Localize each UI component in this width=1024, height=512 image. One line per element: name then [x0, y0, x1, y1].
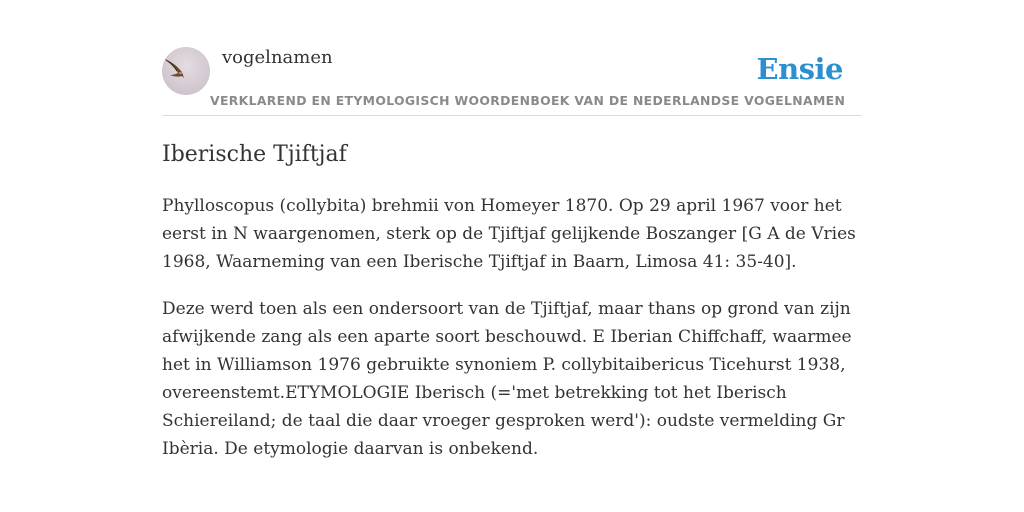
page-title: Iberische Tjiftjaf: [162, 142, 347, 167]
site-subtitle: VERKLAREND EN ETYMOLOGISCH WOORDENBOEK VAN DE NEDERLANDSE VOGELNAMEN: [210, 93, 846, 108]
bird-in-flight-icon[interactable]: [162, 47, 210, 95]
content-container: [162, 0, 862, 459]
ensie-logo[interactable]: Ensie: [756, 52, 843, 86]
site-header: [162, 0, 862, 116]
definition-paragraph-2: Deze werd toen als een ondersoort van de Tjiftjaf, maar thans op grond van zijn afwijkende zang als een aparte soort beschouwd. E Iberian Chiffchaff, waarmee het in Williamson 1976 gebruikte synoniem P. collybitaibericus Ticehurst 1938, overeenstemt.ETYMOLOGIE Iberisch (='met betrekking tot het Iberisch Schiereiland; de taal die daar vroeger gesproken werd'): oudste vermelding Gr Ibèria. De etymologie daarvan is onbekend.: [162, 299, 852, 459]
site-name[interactable]: vogelnamen: [222, 47, 333, 68]
definition-paragraph-1: Phylloscopus (collybita) brehmii von Homeyer 1870. Op 29 april 1967 voor het eerst in N waargenomen, sterk op de Tjiftjaf gelijkende Boszanger [G A de Vries 1968, Waarneming van een Iberische Tjiftjaf in Baarn, Limosa 41: 35-40].: [162, 196, 856, 272]
